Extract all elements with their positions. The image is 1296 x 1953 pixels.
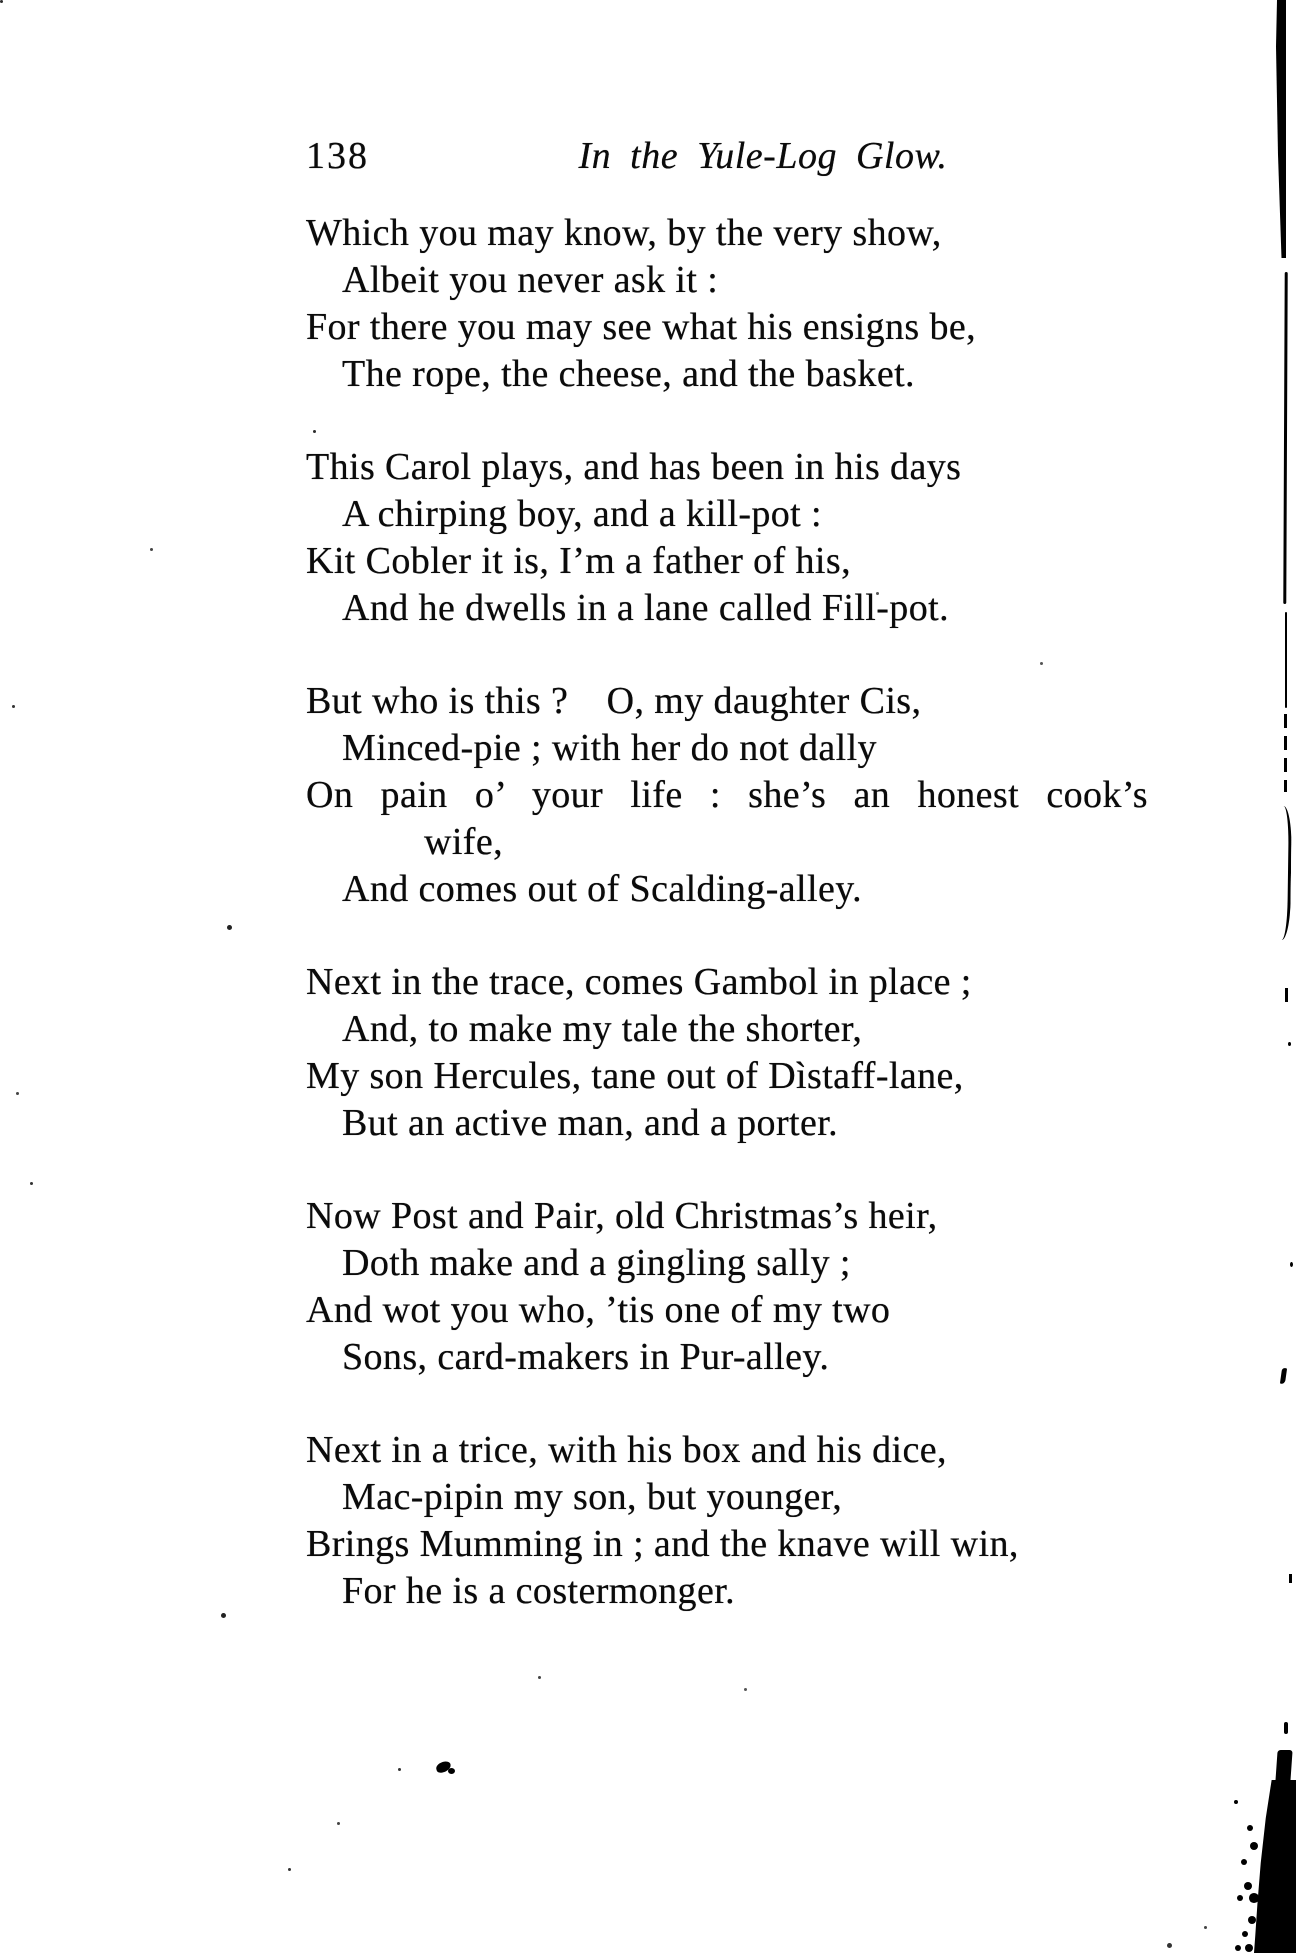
poem-line: For he is a costermonger. [342,1570,736,1612]
scan-artifact-edge-tick [1289,1574,1292,1583]
scan-artifact-edge-line-lower [1285,612,1287,708]
poem-line: Doth make and a gingling sally ; [342,1242,851,1284]
scan-artifact-edge-dot [1290,1262,1293,1267]
poem-line: Minced-pie ; with her do not dally [342,727,877,769]
poem-line: Kit Cobler it is, I’m a father of his, [306,540,851,582]
poem-line: Now Post and Pair, old Christmas’s heir, [306,1195,938,1237]
scan-artifact-edge-tick [1284,1722,1288,1734]
poem-text [306,210,1148,1661]
scan-artifact-edge-line-top [1276,0,1286,258]
scan-noise-specks [0,0,3,3]
poem-line: Albeit you never ask it : [342,259,719,301]
scan-artifact-edge-dashes [1284,714,1287,792]
poem-line: But who is this ? O, my daughter Cis, [306,680,922,722]
scan-artifact-edge-curve [1278,806,1292,940]
stanza [306,678,1148,913]
poem-line: And wot you who, ’tis one of my two [306,1289,891,1331]
poem-line: A chirping boy, and a kill-pot : [342,493,822,535]
poem-line: This Carol plays, and has been in his days [306,446,962,488]
stanza [306,444,1148,632]
poem-line: And comes out of Scalding-alley. [342,868,863,910]
poem-line: My son Hercules, tane out of Dìstaff-lane, [306,1055,964,1097]
poem-line: wife, [424,821,504,863]
stanza [306,1427,1148,1615]
scan-artifact-edge-tick [1285,988,1288,1002]
poem-line: And, to make my tale the shorter, [342,1008,863,1050]
scan-artifact-edge-line-mid [1283,272,1287,604]
poem-line: Brings Mumming in ; and the knave will win, [306,1523,1019,1565]
poem-line: And he dwells in a lane called Fill-pot. [342,587,949,629]
poem-line: Mac-pipin my son, but younger, [342,1476,843,1518]
stanza [306,1193,1148,1381]
scan-artifact-edge-dot [1288,1042,1291,1046]
poem-line: Next in a trice, with his box and his dice, [306,1429,947,1471]
running-title: In the Yule-Log Glow. [578,135,948,177]
stanza [306,959,1148,1147]
scan-artifact-ink-blob [448,1768,455,1774]
poem-line: Next in the trace, comes Gambol in place ; [306,961,972,1003]
poem-line: But an active man, and a porter. [342,1102,839,1144]
poem-line: For there you may see what his ensigns be, [306,306,977,348]
poem-line: The rope, the cheese, and the basket. [342,353,915,395]
scan-artifact-edge-mark [1280,1368,1287,1385]
scan-artifact-corner-blob [1254,1780,1296,1953]
page-number: 138 [306,135,369,177]
poem-line: On pain o’ your life : she’s an honest cook’s [306,774,1148,816]
scan-artifact-corner-speckles [1234,1800,1238,1804]
poem-line: Which you may know, by the very show, [306,212,942,254]
poem-line: Sons, card-makers in Pur-alley. [342,1336,830,1378]
page-header [306,128,1146,188]
stanza [306,210,1148,398]
